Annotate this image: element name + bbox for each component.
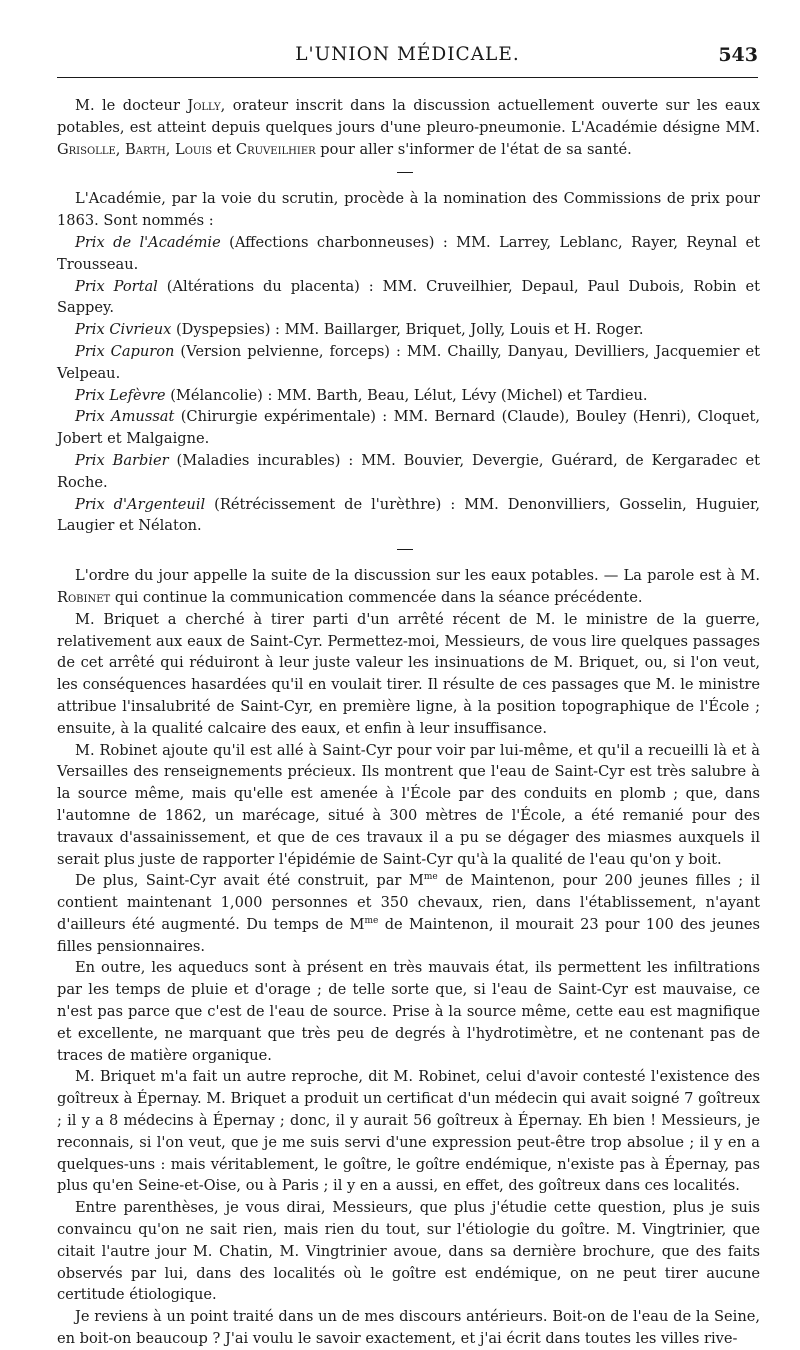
prize-item: Prix Lefèvre (Mélancolie) : MM. Barth, Beau, Lélut, Lévy (Michel) et Tardieu. bbox=[75, 386, 648, 404]
prize-item: Prix de l'Académie (Affections charbonneuses) : MM. Larrey, Leblanc, Rayer, Reynal et Trousseau. bbox=[57, 233, 760, 273]
paragraph: M. Robinet ajoute qu'il est allé à Saint-Cyr pour voir par lui-même, et qu'il a recueilli là et à Versailles des renseignements précieux. Ils montrent que l'eau de Saint-Cyr est très salubre à la source même, mais qu'elle est amenée à l'École par des conduits en plomb ; que, dans l'automne de 1862, un marécage, situé à 300 mètres de l'École, a été remanié pour des travaux d'assainissement, et que de ces travaux il a pu se dégager des miasmes auxquels il serait plus juste de rapporter l'épidémie de Saint-Cyr qu'à la qualité de l'eau qu'on y boit. bbox=[57, 741, 760, 868]
name-jolly: Jolly bbox=[187, 97, 221, 114]
prize-item: Prix Portal (Altérations du placenta) : MM. Cruveilhier, Depaul, Paul Dubois, Robin et Sappey. bbox=[57, 277, 760, 317]
header-rule bbox=[57, 77, 758, 78]
paragraph-jolly: M. le docteur Jolly, orateur inscrit dans la discussion actuellement ouverte sur les eaux potables, est atteint depuis quelques jours d'une pleuro-pneumonie. L'Académie désigne MM. Grisolle, Barth, Louis et Cruveilhier pour aller s'informer de l'état de sa santé. bbox=[57, 97, 760, 158]
prize-item: Prix Capuron (Version pelvienne, forceps) : MM. Chailly, Danyau, Devilliers, Jacquemier et Velpeau. bbox=[57, 342, 761, 382]
paragraph: Entre parenthèses, je vous dirai, Messieurs, que plus j'étudie cette question, plus je suis convaincu qu'on ne sait rien, mais rien du tout, sur l'étiologie du goître. M. Vingtrinier, que citait l'autre jour M. Chatin, M. Vingtrinier avoue, dans sa dernière brochure, que des faits observés par lui, dans des localités où le goître est endémique, on ne peut tirer aucune certitude étiologique. bbox=[57, 1199, 760, 1304]
prize-item: Prix Civrieux (Dyspepsies) : MM. Baillarger, Briquet, Jolly, Louis et H. Roger. bbox=[75, 321, 644, 339]
paragraph-commissions: L'Académie, par la voie du scrutin, procède à la nomination des Commissions de prix pour 1863. Sont nommés : bbox=[57, 190, 760, 230]
paragraph: En outre, les aqueducs sont à présent en très mauvais état, ils permettent les infiltrations par les temps de pluie et d'orage ; de telle sorte que, si l'eau de Saint-Cyr est mauvaise, ce n'est pas parce que c'est de l'eau de source. Prise à la source même, cette eau est magnifique et excellente, ne marquant que très peu de degrés à l'hydrotimètre, et ne contenant pas de traces de matière organique. bbox=[57, 959, 760, 1064]
paragraph: M. Briquet a cherché à tirer parti d'un arrêté récent de M. le ministre de la guerre, relativement aux eaux de Saint-Cyr. Permettez-moi, Messieurs, de vous lire quelques passages de cet arrêté qui réduiront à leur juste valeur les insinuations de M. Briquet, ou, si l'on veut, les conséquences hasardées qu'il en voulait tirer. Il résulte de ces passages que M. le ministre attribue l'insalubrité de Saint-Cyr, en première ligne, à la position topographique de l'École ; ensuite, à la qualité calcaire des eaux, et enfin à leur insuffisance. bbox=[57, 610, 760, 737]
prize-item: Prix Barbier (Maladies incurables) : MM. Bouvier, Devergie, Guérard, de Kergaradec et Roche. bbox=[57, 451, 760, 491]
prize-item: Prix d'Argenteuil (Rétrécissement de l'urèthre) : MM. Denonvilliers, Gosselin, Huguier, Laugier et Nélaton. bbox=[57, 495, 760, 535]
page-number: 543 bbox=[718, 44, 758, 66]
name-cruveilhier: Cruveilhier bbox=[235, 140, 316, 158]
prize-item: Prix Amussat (Chirurgie expérimentale) : MM. Bernard (Claude), Bouley (Henri), Cloquet, Jobert et Malgaigne. bbox=[57, 408, 760, 448]
paragraph: M. Briquet m'a fait un autre reproche, dit M. Robinet, celui d'avoir contesté l'existence des goîtreux à Épernay. M. Briquet a produit un certificat d'un médecin qui avait soigné 7 goîtreux ; il y a 8 médecins à Épernay ; donc, il y aurait 56 goîtreux à Épernay. Eh bien ! Messieurs, je reconnais, si l'on veut, que je me suis servi d'une expression peut-être trop absolue ; il y en a quelques-uns : mais véritablement, le goître, le goître endémique, n'existe pas à Épernay, pas plus qu'en Seine-et-Oise, ou à Paris ; il y en a aussi, en effet, des goîtreux dans ces localités. bbox=[57, 1068, 760, 1195]
names-commission: Grisolle, Barth, Louis bbox=[57, 140, 213, 158]
paragraph-order-of-day: L'ordre du jour appelle la suite de la discussion sur les eaux potables. — La parole est à M. Robinet qui continue la communication commencée dans la séance précédente. bbox=[57, 567, 760, 606]
paragraph: De plus, Saint-Cyr avait été construit, par $M^{me}$ de Maintenon, pour 200 jeunes filles ; il contient maintenant 1,000 personnes et 350 chevaux, rien, dans l'établissement, n'ayant d'ailleurs été augmenté. Du temps de $M^{me}$ de Maintenon, il mourait 23 pour 100 des jeunes filles pensionnaires. bbox=[57, 872, 760, 955]
page-header bbox=[57, 0, 758, 66]
paragraph: Je reviens à un point traité dans un de mes discours antérieurs. Boit-on de l'eau de la Seine, en boit-on beaucoup ? J'ai voulu le savoir exactement, et j'ai écrit dans toutes les villes rive- bbox=[57, 1308, 760, 1348]
article-body bbox=[57, 95, 760, 1350]
name-robinet: Robinet bbox=[57, 588, 111, 606]
running-title: L'UNION MÉDICALE. bbox=[295, 44, 520, 65]
